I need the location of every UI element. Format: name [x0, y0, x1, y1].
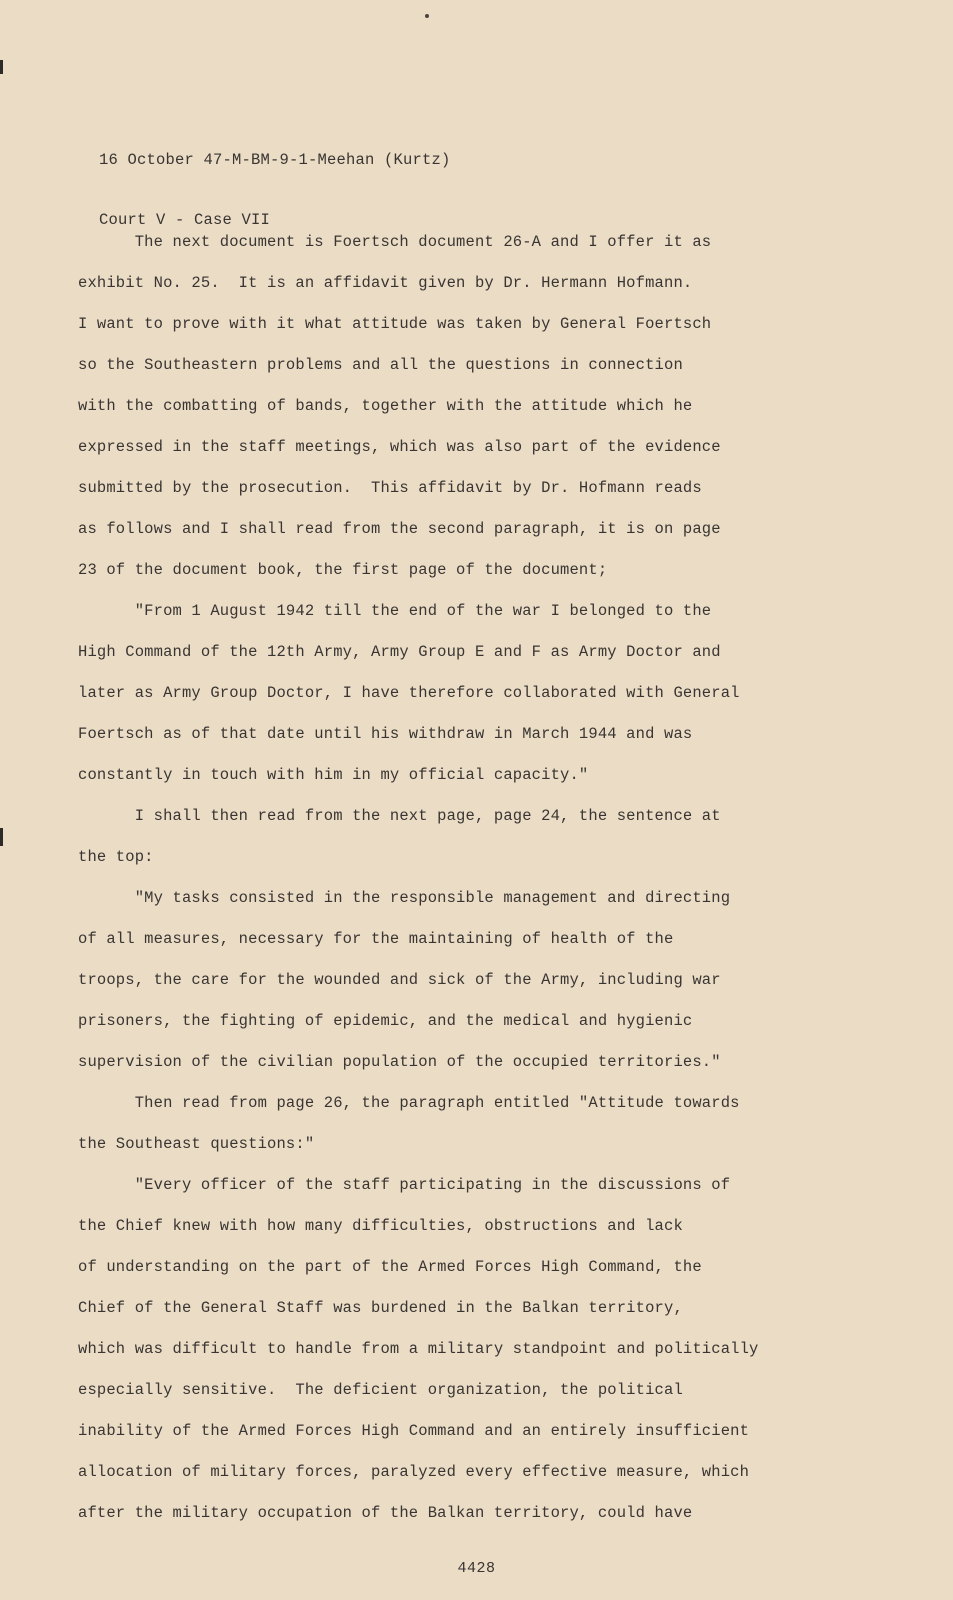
body-line: especially sensitive. The deficient organization, the political [78, 1381, 683, 1399]
page-number: 4428 [457, 1560, 496, 1577]
body-line: after the military occupation of the Balkan territory, could have [78, 1504, 693, 1522]
body-line: expressed in the staff meetings, which was also part of the evidence [78, 438, 721, 456]
body-line: troops, the care for the wounded and sick of the Army, including war [78, 971, 721, 989]
margin-mark-middle [0, 828, 3, 846]
body-line: 23 of the document book, the first page of the document; [78, 561, 608, 579]
header-line-2: Court V - Case VII [99, 211, 271, 229]
body-line: Chief of the General Staff was burdened in the Balkan territory, [78, 1299, 683, 1317]
body-line: of understanding on the part of the Armed Forces High Command, the [78, 1258, 702, 1276]
body-line: I want to prove with it what attitude was taken by General Foertsch [78, 315, 712, 333]
body-line: "From 1 August 1942 till the end of the war I belonged to the [78, 602, 712, 620]
body-line: I shall then read from the next page, page 24, the sentence at [78, 807, 721, 825]
body-line: High Command of the 12th Army, Army Group E and F as Army Doctor and [78, 643, 721, 661]
document-body [78, 232, 818, 1544]
body-line: "My tasks consisted in the responsible management and directing [78, 889, 731, 907]
body-line: of all measures, necessary for the maintaining of health of the [78, 930, 674, 948]
header-line-1: 16 October 47-M-BM-9-1-Meehan (Kurtz) [99, 151, 451, 169]
body-line: so the Southeastern problems and all the questions in connection [78, 356, 683, 374]
body-line: constantly in touch with him in my official capacity." [78, 766, 589, 784]
body-line: which was difficult to handle from a military standpoint and politically [78, 1340, 759, 1358]
body-line: The next document is Foertsch document 26-A and I offer it as [78, 233, 712, 251]
body-line: supervision of the civilian population of the occupied territories." [78, 1053, 721, 1071]
body-line: inability of the Armed Forces High Command and an entirely insufficient [78, 1422, 750, 1440]
body-line: prisoners, the fighting of epidemic, and the medical and hygienic [78, 1012, 693, 1030]
margin-mark-top [0, 60, 3, 74]
body-line: later as Army Group Doctor, I have therefore collaborated with General [78, 684, 740, 702]
body-line: Then read from page 26, the paragraph entitled "Attitude towards [78, 1094, 740, 1112]
body-line: submitted by the prosecution. This affidavit by Dr. Hofmann reads [78, 479, 702, 497]
body-line: as follows and I shall read from the second paragraph, it is on page [78, 520, 721, 538]
ink-dot [425, 14, 429, 18]
body-line: allocation of military forces, paralyzed every effective measure, which [78, 1463, 750, 1481]
body-line: with the combatting of bands, together with the attitude which he [78, 397, 693, 415]
body-line: "Every officer of the staff participating in the discussions of [78, 1176, 731, 1194]
body-line: the Chief knew with how many difficulties, obstructions and lack [78, 1217, 683, 1235]
body-line: exhibit No. 25. It is an affidavit given by Dr. Hermann Hofmann. [78, 274, 693, 292]
body-line: Foertsch as of that date until his withdraw in March 1944 and was [78, 725, 693, 743]
body-line: the top: [78, 848, 154, 866]
body-line: the Southeast questions:" [78, 1135, 315, 1153]
